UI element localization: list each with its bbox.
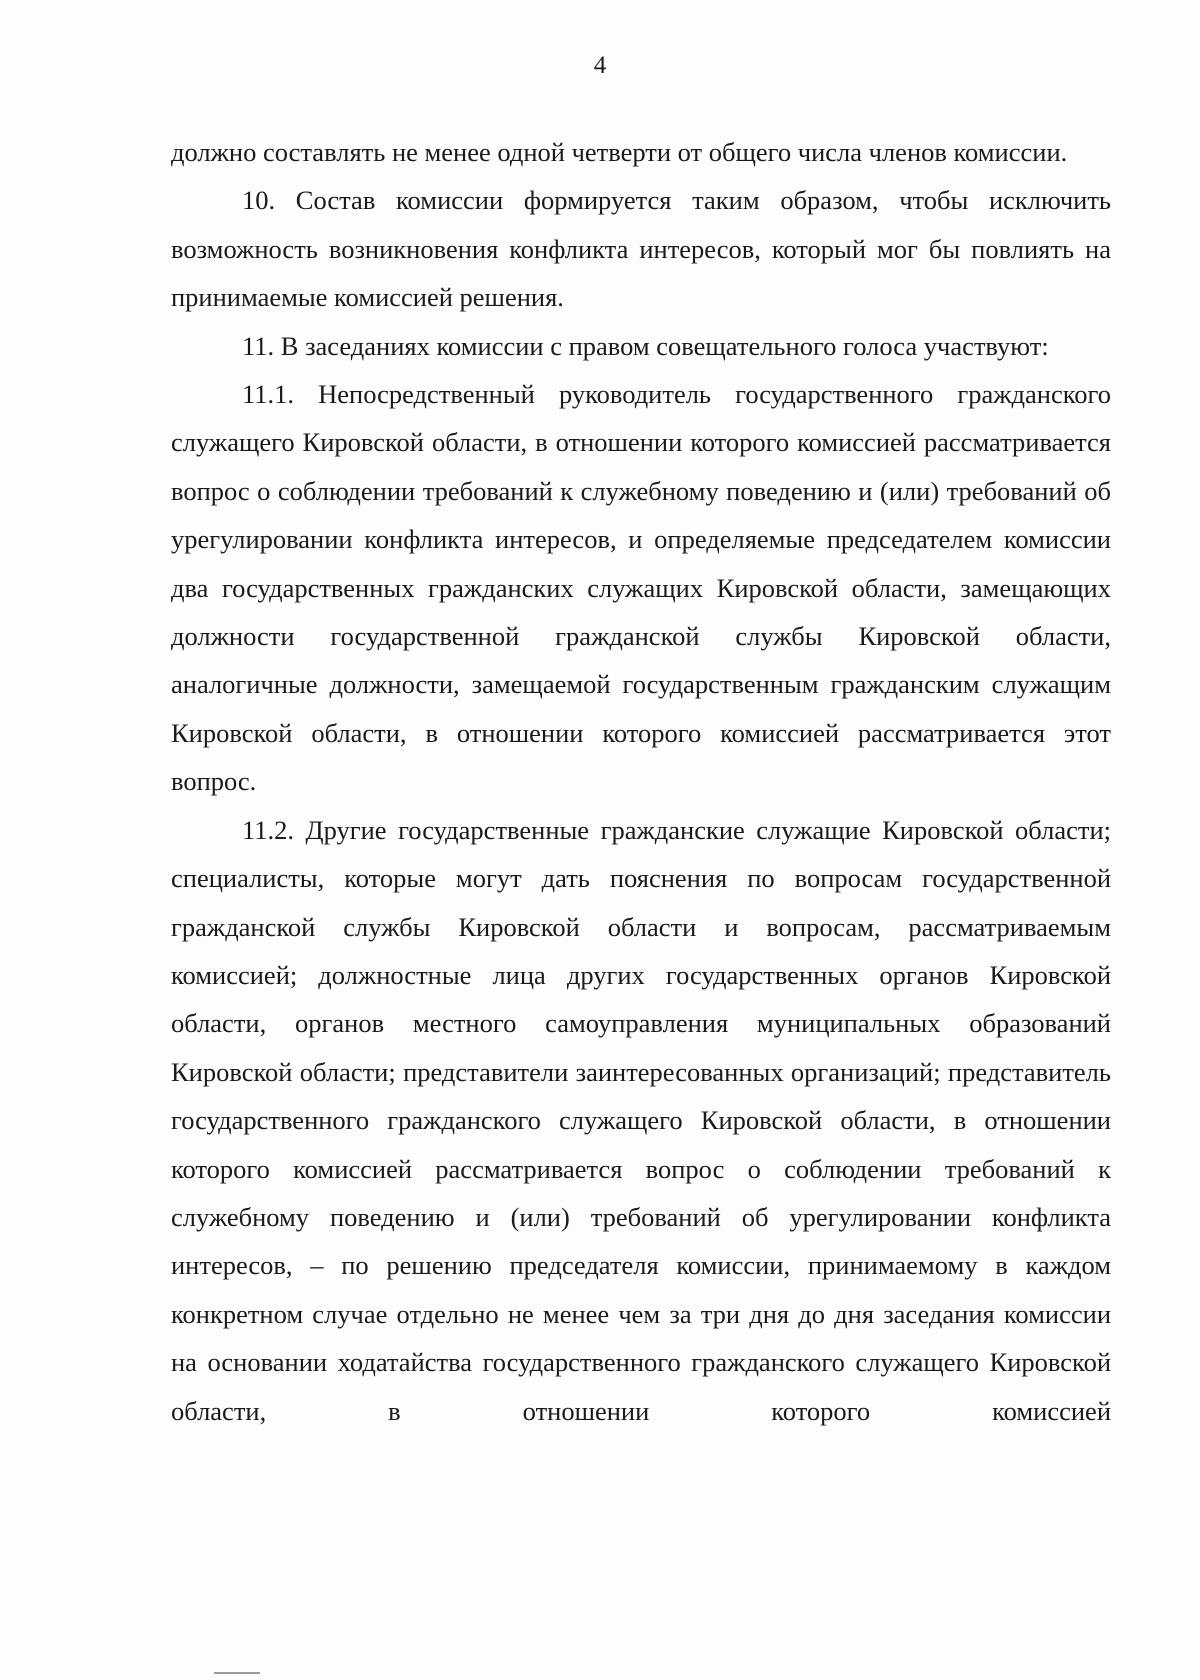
- paragraph-item-11-1: 11.1. Непосредственный руководитель государственного гражданского служащего Кировской области, в отношении которого комиссией рассматривается вопрос о соблюдении требований к служебному поведению и (или) требований об урегулировании конфликта интересов, и определяемые председателем комиссии два государственных гражданских служащих Кировской области, замещающих должности государственной гражданской службы Кировской области, аналогичные должности, замещаемой государственным гражданским служащим Кировской области, в отношении которого комиссией рассматривается этот вопрос.: [171, 379, 1111, 797]
- paragraph-item-11-2: 11.2. Другие государственные гражданские служащие Кировской области; специалисты, которые могут дать пояснения по вопросам государственной гражданской службы Кировской области и вопросам, рассматриваемым комиссией; должностные лица других государственных органов Кировской области, органов местного самоуправления муниципальных образований Кировской области; представители заинтересованных организаций; представитель государственного гражданского служащего Кировской области, в отношении которого комиссией рассматривается вопрос о соблюдении требований к служебному поведению и (или) требований об урегулировании конфликта интересов, – по решению председателя комиссии, принимаемому в каждом конкретном случае отдельно не менее чем за три дня до дня заседания комиссии на основании ходатайства государственного гражданского служащего Кировской области, в отношении которого комиссией: [171, 814, 1111, 1426]
- page-number: 4: [593, 52, 607, 79]
- paragraph-item-10: 10. Состав комиссии формируется таким образом, чтобы исключить возможность возникновения конфликта интересов, который мог бы повлиять на принимаемые комиссией решения.: [171, 185, 1111, 313]
- paragraph-continuation: должно составлять не менее одной четверти от общего числа членов комиссии.: [171, 137, 1068, 167]
- paragraph-item-11: 11. В заседаниях комиссии с правом совещательного голоса участвуют:: [242, 330, 1049, 361]
- document-body: [171, 128, 1111, 1435]
- scan-artifact-line: [214, 1672, 260, 1674]
